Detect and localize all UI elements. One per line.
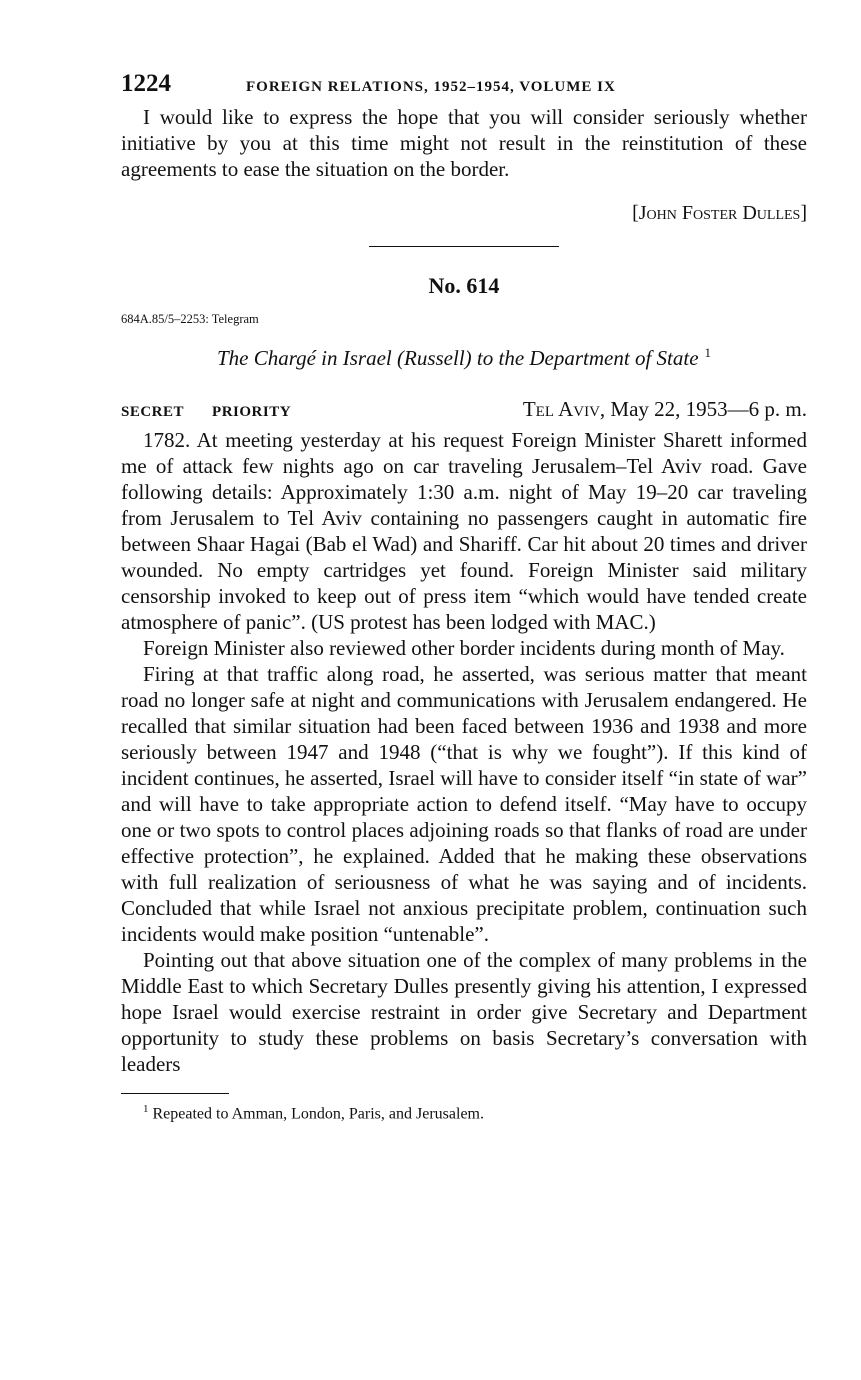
page-number: 1224: [121, 70, 171, 97]
section-divider: [369, 246, 559, 247]
title-footnote-marker: 1: [704, 345, 712, 360]
classification-block: [121, 404, 291, 421]
footnote-divider: [121, 1093, 229, 1094]
series-title: FOREIGN RELATIONS, 1952–1954, VOLUME IX: [246, 79, 616, 95]
place: Tel Aviv,: [522, 397, 606, 421]
signature: [John Foster Dulles]: [632, 202, 807, 224]
previous-document-closing-paragraph: I would like to express the hope that you will consider seriously whether initiative by you at this time might not result in the reinstitution of these agreements to ease the situation on the border.: [121, 105, 807, 181]
body-paragraph: Firing at that traffic along road, he asserted, was serious matter that meant road no longer safe at night and communications with Jerusalem endangered. He recalled that similar situation had been faced between 1936 and 1938 and more seriously between 1947 and 1948 (“that is why we fought”). If this kind of incident continues, he asserted, Israel will have to consider itself “in state of war” and will have to take appropriate action to defend itself. “May have to occupy one or two spots to control places adjoining roads so that flanks of road are under effective protection”, he explained. Added that he making these observations with full realization of seriousness of what he was saying and of incidents. Concluded that while Israel not anxious precipitate problem, continuation such incidents would make position “untenable”.: [121, 662, 807, 946]
footnote-text: Repeated to Amman, London, Paris, and Jerusalem.: [152, 1105, 484, 1123]
place-date: [523, 397, 807, 422]
body-paragraph: Pointing out that above situation one of the complex of many problems in the Middle East to which Secretary Dulles presently giving his attention, I expressed hope Israel would exercise restraint in order give Secretary and Department opportunity to study these problems on basis Secretary’s conversation with leaders: [121, 948, 807, 1076]
precedence: PRIORITY: [212, 404, 292, 420]
telegram-header: [121, 397, 807, 427]
body-paragraph: Foreign Minister also reviewed other border incidents during month of May.: [143, 636, 785, 660]
document-page: [121, 70, 807, 1123]
file-reference: 684A.85/5–2253: Telegram: [121, 312, 259, 326]
footnote-marker: 1: [143, 1103, 149, 1115]
date: May 22, 1953—6 p. m.: [610, 397, 807, 421]
document-title: [121, 345, 807, 375]
document-number: No. 614: [428, 273, 500, 298]
running-head: [121, 70, 807, 104]
document-title-text: The Chargé in Israel (Russell) to the Department of State: [216, 346, 699, 370]
body-paragraph: 1782. At meeting yesterday at his request Foreign Minister Sharett informed me of attack few nights ago on car traveling Jerusalem–Tel Aviv road. Gave following details: Approximately 1:30 a.m. night of May 19–20 car traveling from Jerusalem to Tel Aviv containing no passengers caught in automatic fire between Shaar Hagai (Bab el Wad) and Shariff. Car hit about 20 times and driver wounded. No empty cartridges yet found. Foreign Minister said military censorship invoked to keep out of press item “which would have tended create atmosphere of panic”. (US protest has been lodged with MAC.): [121, 428, 807, 634]
footnote: [121, 1103, 807, 1123]
classification: SECRET: [121, 404, 185, 420]
